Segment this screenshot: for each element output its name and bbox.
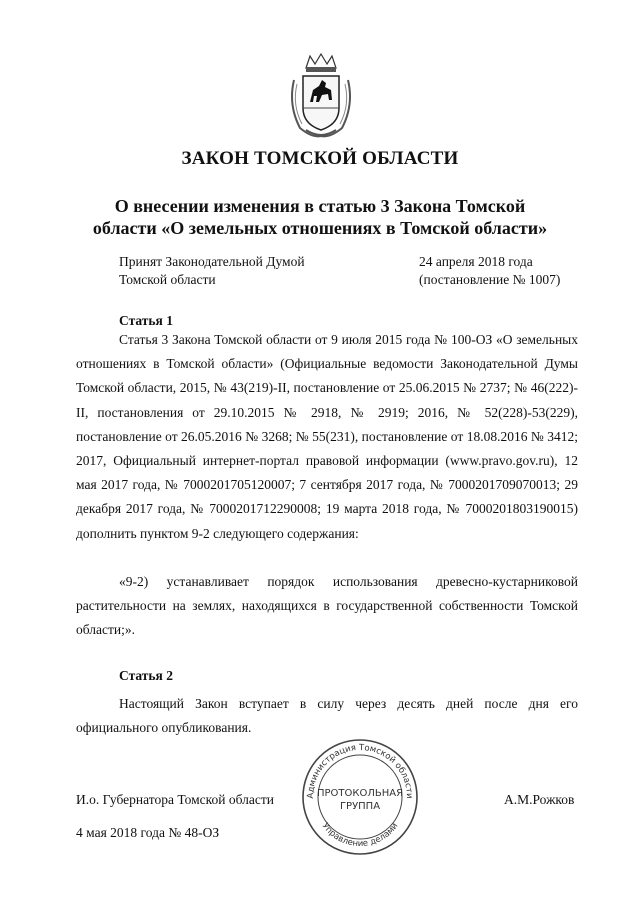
adopted-by-line: Томской области xyxy=(119,272,216,287)
law-subtitle-line: О внесении изменения в статью 3 Закона Томской xyxy=(114,196,526,216)
signatory-name: А.М.Рожков xyxy=(504,792,575,807)
law-title: ЗАКОН ТОМСКОЙ ОБЛАСТИ xyxy=(181,148,459,169)
adoption-resolution-line: (постановление № 1007) xyxy=(419,272,561,287)
adoption-date xyxy=(419,253,560,289)
stamp-center-text xyxy=(300,787,420,813)
stamp-center-line-1: ПРОТОКОЛЬНАЯ xyxy=(316,788,404,799)
law-subtitle xyxy=(60,195,580,239)
law-subtitle-line: области «О земельных отношениях в Томской области» xyxy=(92,218,548,238)
article-2-heading: Статья 2 xyxy=(119,668,173,683)
stamp-ring-bottom-text: Управление делами xyxy=(319,821,401,850)
article-1-paragraph-2 xyxy=(76,570,578,643)
protocol-group-stamp xyxy=(300,737,420,857)
stamp-center-line-2: ГРУППА xyxy=(339,801,381,812)
adoption-date-line: 24 апреля 2018 года xyxy=(419,254,533,269)
adopted-by xyxy=(119,253,305,289)
article-1-paragraph-1-text: Статья 3 Закона Томской области от 9 июля 2015 года № 100-ОЗ «О земельных отношениях в Томской области» (Официальные ведомости Законодательной Думы Томской области, 2015, № 43(219)-II, постановление от 25.06.2015 № 2737; № 46(222)-II, постановления от 29.10.2015 № 2918, № 2919; 2016, № 52(228)-53(229), постановление от 26.05.2016 № 3268; № 55(231), постановление от 18.08.2016 № 3412; 2017, Официальный интернет-портал правовой информации (www.pravo.gov.ru), 12 мая 2017 года, № 7000201705120007; 7 сентября 2017 года, № 7000201709070013; 29 декабря 2017 года, № 7000201712290008; 19 марта 2018 года, № 7000201803190015) дополнить пунктом 9-2 следующего содержания: xyxy=(76,332,578,541)
article-1-paragraph-1 xyxy=(76,328,578,546)
law-date-number: 4 мая 2018 года № 48-ОЗ xyxy=(76,825,220,840)
stamp-ring-top-text: Администрация Томской области xyxy=(305,742,415,799)
article-1-paragraph-2-text: «9-2) устанавливает порядок использования древесно-кустарниковой растительности на землях, находящихся в государственной собственности Томской области;». xyxy=(76,574,578,638)
article-2-paragraph xyxy=(76,692,578,740)
svg-text:Управление делами xyxy=(320,821,401,849)
signatory-position: И.о. Губернатора Томской области xyxy=(76,792,274,807)
adopted-by-line: Принят Законодательной Думой xyxy=(119,254,305,269)
article-1-heading: Статья 1 xyxy=(119,313,173,328)
coat-of-arms-icon xyxy=(286,50,356,140)
article-2-paragraph-text: Настоящий Закон вступает в силу через десять дней после дня его официального опубликования. xyxy=(76,696,578,736)
